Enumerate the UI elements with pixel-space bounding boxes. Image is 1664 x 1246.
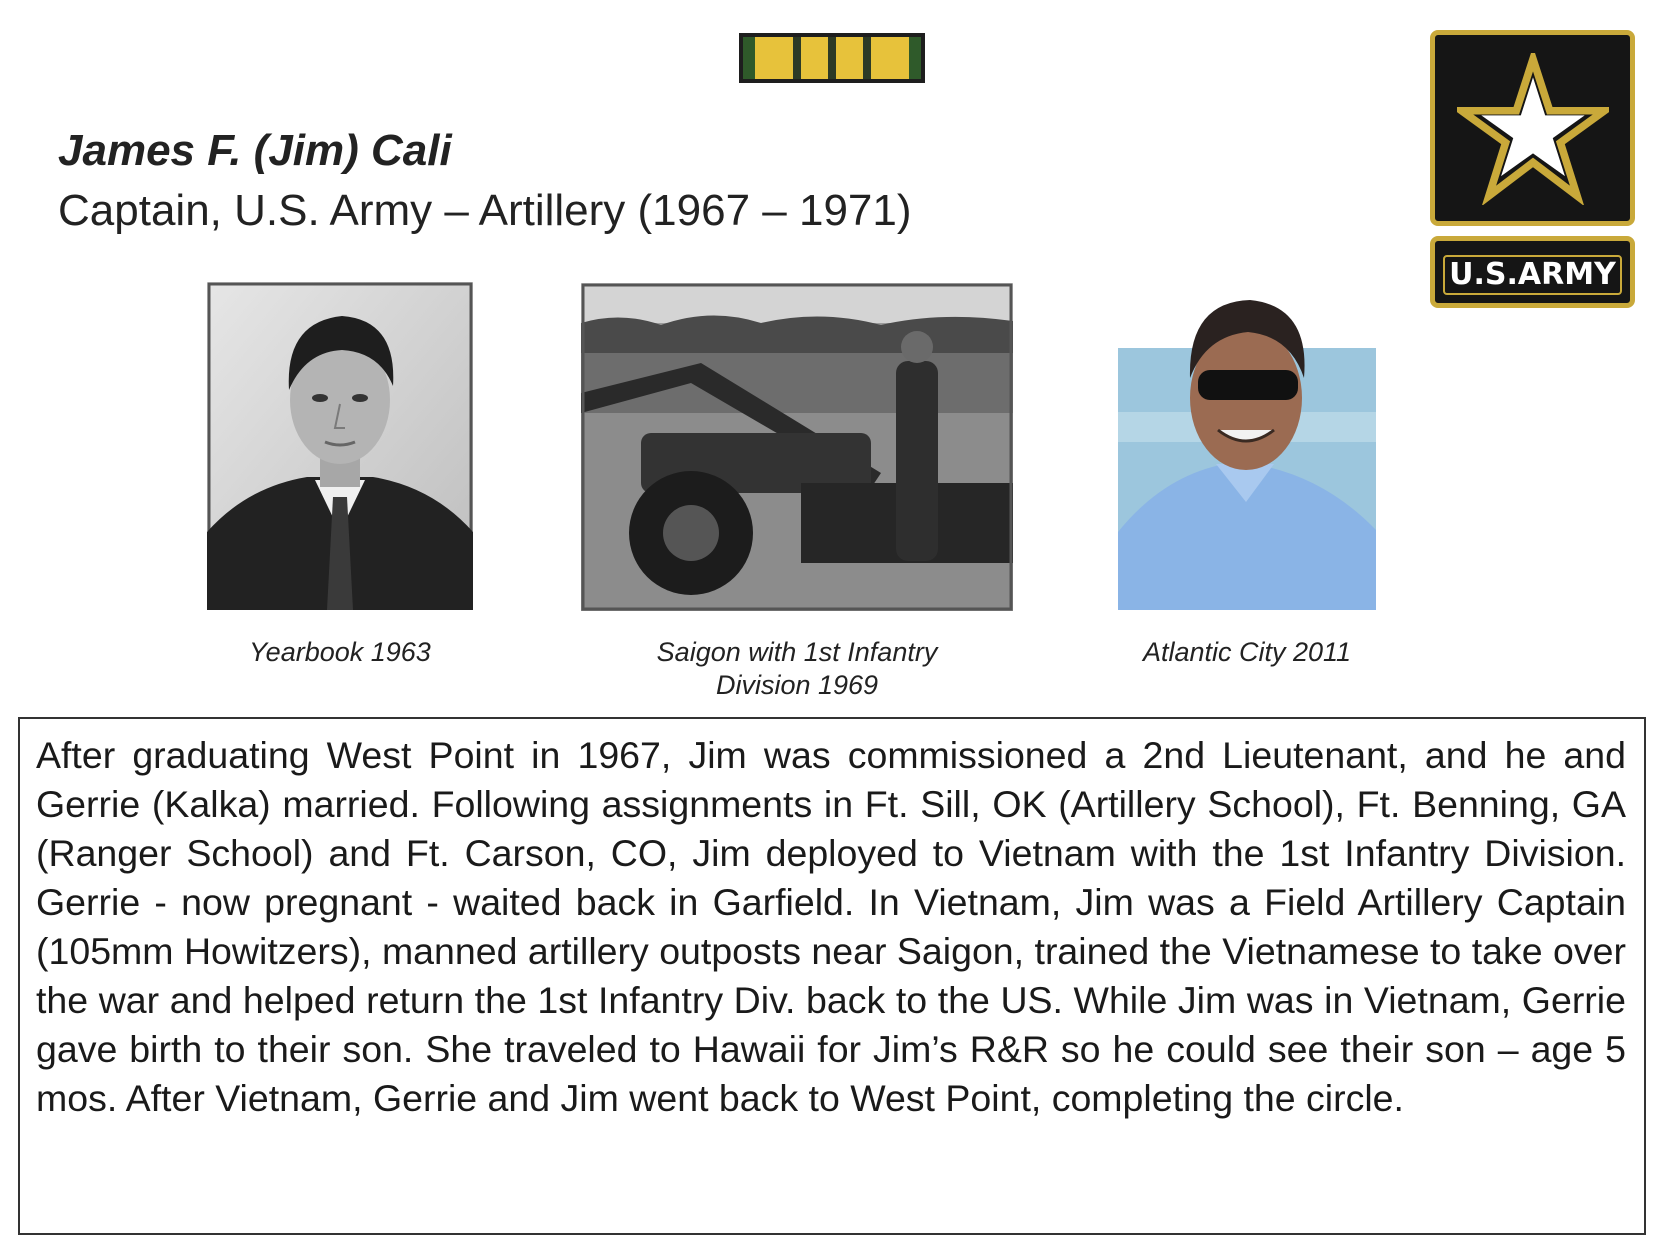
ribbon-edge-right xyxy=(909,37,921,79)
ribbon-edge-left xyxy=(743,37,755,79)
service-ribbon xyxy=(739,33,925,83)
yearbook-caption xyxy=(207,636,473,669)
army-star-icon xyxy=(1457,53,1609,205)
atlantic-city-photo xyxy=(1118,292,1376,610)
ribbon-stripe xyxy=(863,37,871,79)
page-subtitle: Captain, U.S. Army – Artillery (1967 – 1971) xyxy=(58,186,912,235)
bio-text: After graduating West Point in 1967, Jim was commissioned a 2nd Lieutenant, and he and Gerrie (Kalka) married. Following assignments in Ft. Sill, OK (Artillery School), Ft. Benning, GA (Ranger School) and Ft. Carson, CO, Jim deployed to Vietnam with the 1st Infantry Division. Gerrie - now pregnant - waited back in Garfield. In Vietnam, Jim was a Field Artillery Captain (105mm Howitzers), manned artillery outposts near Saigon, trained the Vietnamese to take over the war and helped return the 1st Infantry Div. back to the US. While Jim was in Vietnam, Gerrie gave birth to their son. She traveled to Hawaii for Jim’s R&R so he could see their son – age 5 mos. After Vietnam, Gerrie and Jim went back to West Point, completing the circle. xyxy=(36,734,1626,1119)
us-army-logo xyxy=(1430,30,1635,308)
caption-line: Yearbook 1963 xyxy=(249,637,431,667)
army-wordmark-plate xyxy=(1430,236,1635,308)
army-star-box xyxy=(1430,30,1635,226)
caption-line: Division 1969 xyxy=(715,670,879,700)
atlantic-city-caption xyxy=(1105,636,1389,669)
page-title: James F. (Jim) Cali xyxy=(58,126,452,175)
ribbon-stripe xyxy=(793,37,801,79)
bio-box xyxy=(18,717,1646,1235)
ribbon-stripe xyxy=(828,37,836,79)
caption-line: Atlantic City 2011 xyxy=(1142,637,1352,667)
saigon-caption xyxy=(615,636,979,702)
army-wordmark: U.S.ARMY xyxy=(1443,255,1622,295)
saigon-artillery-photo xyxy=(581,283,1013,611)
caption-line: Saigon with 1st Infantry xyxy=(656,637,938,667)
yearbook-photo xyxy=(207,282,473,610)
